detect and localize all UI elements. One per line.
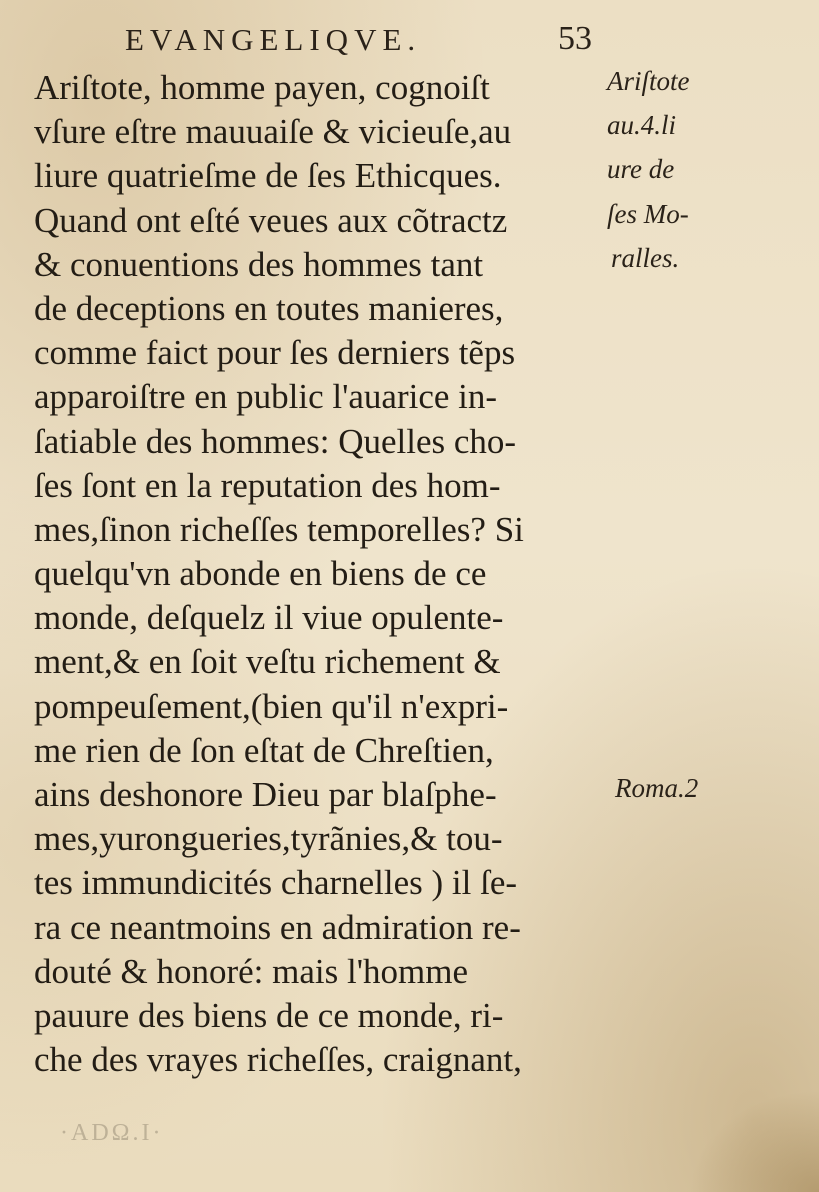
text-line: tes immundicités charnelles ) il ſe- [34,863,518,903]
text-line: vſure eſtre mauuaiſe & vicieuſe,au [34,112,512,152]
marginal-note: Ariſtote [607,66,690,96]
marginal-note: ſes Mo- [607,199,689,229]
text-line: liure quatrieſme de ſes Ethicques. [34,156,502,196]
text-line: quelqu'vn abonde en biens de ce [34,554,487,594]
text-line: ra ce neantmoins en admiration re- [34,907,521,947]
running-head: EVANGELIQVE. [125,22,422,57]
marginal-note: ralles. [611,243,680,273]
text-line: mes,yurongueries,tyrãnies,& tou- [34,819,503,859]
text-line: pompeuſement,(bien qu'il n'expri- [34,686,509,726]
text-line: ſatiable des hommes: Quelles cho- [34,421,517,461]
text-line: douté & honoré: mais l'homme [34,951,469,991]
text-line: de deceptions en toutes manieres, [34,288,504,328]
main-text-block [34,66,634,1082]
bleed-through-text: ·ADΩ.I· [60,1120,164,1146]
text-line: Ariſtote, homme payen, cognoiſt [34,68,490,107]
text-line: ment,& en ſoit veſtu richement & [34,642,501,682]
marginal-note: au.4.li [607,110,677,140]
text-line: ſes ſont en la reputation des hom- [34,465,501,505]
page-header [0,10,819,60]
text-line: monde, deſquelz il viue opulente- [34,598,504,638]
text-line: & conuentions des hommes tant [34,244,484,284]
text-line: Quand ont eſté veues aux cõtractz [34,200,508,240]
marginal-note: ure de [607,154,675,184]
page-number: 53 [558,20,592,57]
text-line: mes,ſinon richeſſes temporelles? Si [34,509,524,549]
text-line: che des vrayes richeſſes, craignant, [34,1040,522,1080]
text-line: comme faict pour ſes derniers tẽps [34,333,516,373]
paper-stain [679,1082,819,1192]
text-line: pauure des biens de ce monde, ri- [34,995,504,1035]
marginal-note: Roma.2 [615,773,699,803]
text-line: ains deshonore Dieu par blaſphe- [34,775,497,814]
text-line: me rien de ſon eſtat de Chreſtien, [34,730,494,770]
text-line: apparoiſtre en public l'auarice in- [34,377,498,417]
